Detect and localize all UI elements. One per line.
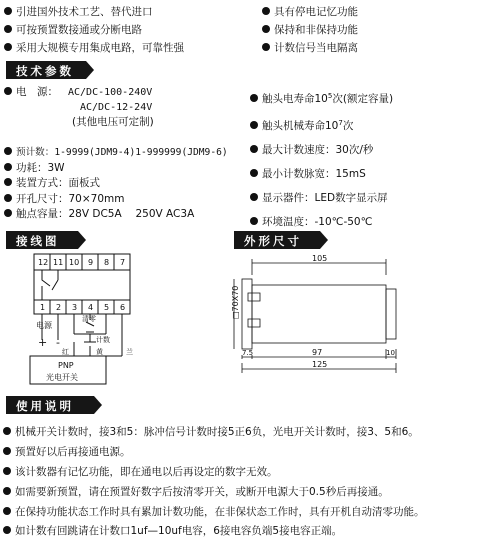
feature-item: 保持和非保持功能 — [262, 21, 358, 39]
bullet-icon — [250, 94, 258, 102]
yellow-wire-label: 黄 — [96, 348, 103, 356]
wiring-diagram — [0, 250, 200, 390]
usage-item: 机械开关计数时，接3和5：脉冲信号计数时接5正6负，光电开关计数时，接3、5和6。 — [3, 424, 419, 439]
spec-temp: 环境温度：-10℃-50℃ — [250, 210, 393, 234]
bullet-icon — [250, 145, 258, 153]
spec-list-left — [4, 145, 228, 223]
feature-item: 引进国外技术工艺、替代进口 — [4, 3, 184, 21]
spec-contact: 触点容量：28V DC5A 250V AC3A — [4, 207, 228, 223]
dim-width: 105 — [312, 255, 328, 263]
spec-max-speed: 最大计数速度：30次/秒 — [250, 138, 393, 162]
bullet-icon — [250, 169, 258, 177]
feature-item: 计数信号当电隔离 — [262, 39, 358, 57]
bullet-icon — [4, 43, 12, 51]
bullet-icon — [262, 7, 270, 15]
spec-power: 电 源： AC/DC-100-240V AC/DC-12-24V (其他电压可定制) — [4, 85, 154, 130]
feature-list-right — [262, 3, 358, 57]
section-header-usage: 使用说明 — [6, 396, 94, 414]
feature-item: 具有停电记忆功能 — [262, 3, 358, 21]
plus-label: + — [38, 336, 48, 349]
spec-list-right — [250, 84, 393, 234]
bullet-icon — [250, 217, 258, 225]
blue-wire-label: 兰 — [126, 348, 133, 356]
mounting-clip — [248, 293, 260, 327]
spec-preset: 预计数：1-9999(JDM9-4)1-999999(JDM9-6) — [4, 145, 228, 161]
usage-item: 在保持功能状态工作时具有累加计数功能，在非保状态工作时，具有开机自动清零功能。 — [3, 504, 425, 519]
dim-front: 7.5 — [242, 349, 254, 357]
spec-mounting: 装置方式：面板式 — [4, 176, 228, 192]
spec-min-pulse: 最小计数脉宽：15mS — [250, 162, 393, 186]
terminal-label: 11 — [53, 258, 64, 267]
minus-label: - — [56, 336, 60, 349]
pnp-label: PNP — [58, 361, 74, 370]
terminal-label: 12 — [38, 258, 49, 267]
terminal-label: 8 — [104, 258, 110, 267]
count-label: 计数 — [96, 336, 110, 344]
red-wire-label: 红 — [62, 348, 69, 356]
terminal-label: 6 — [120, 303, 126, 312]
feature-item: 可按预置数接通或分断电路 — [4, 21, 184, 39]
housing-body — [252, 285, 386, 343]
terminal-label: 1 — [40, 303, 46, 312]
bullet-icon — [3, 507, 11, 515]
clear-switch-symbol — [86, 322, 94, 332]
terminal-label: 3 — [72, 303, 78, 312]
pnp-sublabel: 光电开关 — [46, 373, 78, 382]
usage-item: 预置好以后再接通电源。 — [3, 444, 131, 459]
spec-elec-life: 触头电寿命$10^5$次(额定容量) — [250, 84, 393, 111]
bullet-icon — [262, 43, 270, 51]
usage-item: 如计数有回跳请在计数口1uf—10uf电容，6接电容负端5接电容正端。 — [3, 523, 342, 537]
spec-consumption: 功耗：3W — [4, 161, 228, 177]
terminal-label: 2 — [56, 303, 62, 312]
bullet-icon — [250, 193, 258, 201]
power-label: 电源 — [36, 321, 52, 330]
usage-item: 该计数器有记忆功能，即在通电以后再设定的数字无效。 — [3, 464, 278, 479]
bullet-icon — [4, 178, 12, 186]
section-header-tech: 技术参数 — [6, 61, 86, 79]
bullet-icon — [3, 467, 11, 475]
bullet-icon — [4, 25, 12, 33]
relay-contact-symbol — [42, 270, 58, 290]
bullet-icon — [4, 147, 12, 155]
section-header-outline: 外形尺寸 — [234, 231, 320, 249]
clear-label: 清零 — [82, 315, 96, 323]
terminal-label: 4 — [88, 303, 94, 312]
bullet-icon — [4, 194, 12, 202]
bullet-icon — [250, 121, 258, 129]
rear-terminal-block — [386, 289, 396, 339]
outline-diagram — [220, 255, 420, 377]
spec-cutout: 开孔尺寸：70×70mm — [4, 192, 228, 208]
terminal-label: 7 — [120, 258, 126, 267]
bullet-icon — [262, 25, 270, 33]
terminal-label: 10 — [69, 258, 80, 267]
bullet-icon — [4, 7, 12, 15]
terminal-label: 9 — [88, 258, 94, 267]
section-header-wiring: 接线图 — [6, 231, 78, 249]
feature-list-left — [4, 3, 184, 57]
bullet-icon — [4, 209, 12, 217]
bullet-icon — [3, 447, 11, 455]
front-bezel — [242, 279, 252, 349]
dim-body: 97 — [312, 348, 323, 357]
dim-back: 10 — [386, 349, 395, 357]
dim-total: 125 — [312, 360, 328, 369]
usage-item: 如需要新预置，请在预置好数字后按清零开关，或断开电源大于0.5秒后再接通。 — [3, 484, 389, 499]
bullet-icon — [3, 427, 11, 435]
bullet-icon — [4, 163, 12, 171]
spec-mech-life: 触头机械寿命$10^7$次 — [250, 111, 393, 138]
bullet-icon — [3, 526, 11, 534]
dim-cutout: □70X70 — [231, 285, 240, 319]
feature-item: 采用大规模专用集成电路，可靠性强 — [4, 39, 184, 57]
spec-display: 显示器件：LED数字显示屏 — [250, 186, 393, 210]
terminal-label: 5 — [104, 303, 110, 312]
bullet-icon — [4, 87, 12, 95]
bullet-icon — [3, 487, 11, 495]
